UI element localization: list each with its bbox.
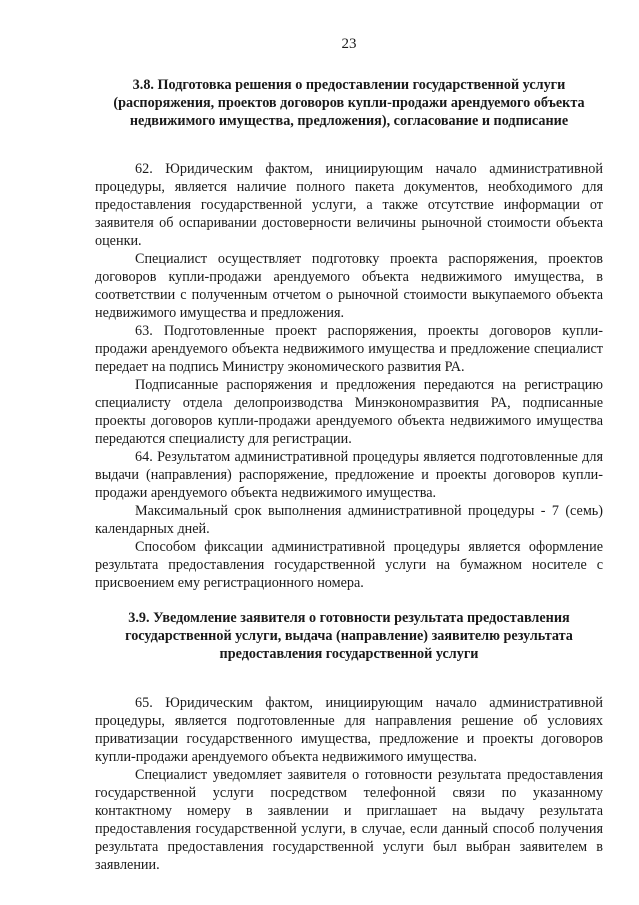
section-3-8-heading: 3.8. Подготовка решения о предоставлении государственной услуги (распоряжения, проектов договоров купли-продажи арендуемого объекта недвижимого имущества, предложения), согласование и подписание: [113, 77, 585, 129]
paragraph: Способом фиксации административной процедуры является оформление результата предоставления государственной услуги на бумажном носителе с присвоением ему регистрационного номера.: [95, 539, 603, 591]
paragraph: 62. Юридическим фактом, инициирующим начало административной процедуры, является наличие полного пакета документов, необходимого для предоставления государственной услуги, а также отсутствие информации от заявителя об оспаривании достоверности величины рыночной стоимости объекта оценки.: [95, 161, 603, 249]
paragraph: 64. Результатом административной процедуры является подготовленные для выдачи (направления) распоряжение, предложение и проекты договоров купли-продажи арендуемого объекта недвижимого имущества.: [95, 449, 603, 501]
paragraph: Специалист уведомляет заявителя о готовности результата предоставления государственной услуги посредством телефонной связи по указанному контактному номеру в заявлении и приглашает на выдачу результата предоставления государственной услуги, в случае, если данный способ получения результата предоставления государственной услуги был выбран заявителем в заявлении.: [95, 767, 603, 873]
section-3-9: [95, 609, 603, 874]
page-number: 23: [341, 36, 357, 52]
paragraph: Подписанные распоряжения и предложения передаются на регистрацию специалисту отдела делопроизводства Минэкономразвития РА, подписанные проекты договоров купли-продажи арендуемого объекта недвижимого имущества передаются специалисту для регистрации.: [95, 377, 603, 447]
paragraph: 65. Юридическим фактом, инициирующим начало административной процедуры, является подготовленные для направления решение об условиях приватизации государственного имущества, предложение и проекты договоров купли-продажи арендуемого объекта недвижимого имущества.: [95, 695, 603, 765]
paragraph: 63. Подготовленные проект распоряжения, проекты договоров купли-продажи арендуемого объекта недвижимого имущества и предложение специалист передает на подпись Министру экономического развития РА.: [95, 323, 603, 375]
paragraph: Специалист осуществляет подготовку проекта распоряжения, проектов договоров купли-продажи арендуемого объекта недвижимого имущества, в соответствии с полученным отчетом о рыночной стоимости выкупаемого объекта недвижимого имущества и предложения.: [95, 251, 603, 321]
section-3-8: [95, 76, 603, 592]
section-3-9-heading: 3.9. Уведомление заявителя о готовности результата предоставления государственной услуги, выдача (направление) заявителю результата предоставления государственной услуги: [125, 610, 573, 662]
paragraph: Максимальный срок выполнения административной процедуры - 7 (семь) календарных дней.: [95, 503, 603, 537]
